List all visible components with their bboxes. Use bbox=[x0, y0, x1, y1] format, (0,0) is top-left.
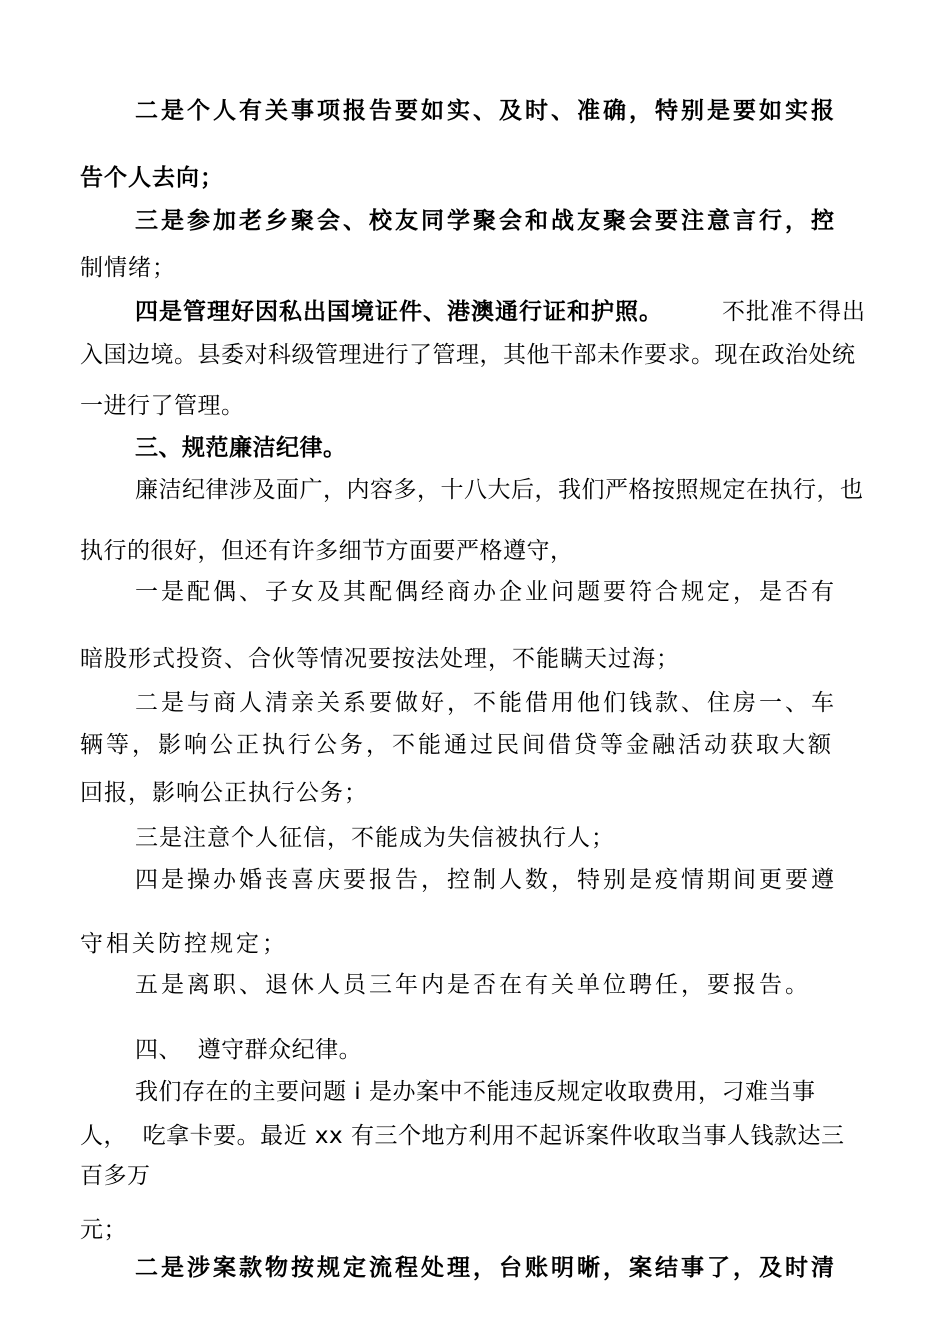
section-heading: 三、规范廉洁纪律。 bbox=[135, 435, 347, 461]
paragraph-line: 执行的很好，但还有许多细节方面要严格遵守， bbox=[80, 538, 574, 564]
paragraph-line: 二是与商人清亲关系要做好，不能借用他们钱款、住房一、车 bbox=[135, 690, 837, 716]
paragraph-line: 四是操办婚丧喜庆要报告，控制人数，特别是疫情期间更要遵 bbox=[135, 867, 837, 893]
paragraph-line: 入国边境。县委对科级管理进行了管理，其他干部未作要求。现在政治处统 bbox=[80, 342, 856, 368]
paragraph-line: 廉洁纪律涉及面广，内容多，十八大后，我们严格按照规定在执行，也 bbox=[135, 477, 864, 503]
paragraph-line: 三是参加老乡聚会、校友同学聚会和战友聚会要注意言行，控 bbox=[135, 207, 837, 234]
paragraph-line: 五是离职、退休人员三年内是否在有关单位聘任，要报告。 bbox=[135, 972, 811, 998]
paragraph-line: 元； bbox=[80, 1217, 127, 1243]
paragraph-line: 守相关防控规定； bbox=[80, 931, 288, 957]
paragraph-line: 一进行了管理。 bbox=[80, 393, 245, 419]
paragraph-line: 不批准不得出 bbox=[722, 299, 866, 325]
paragraph-line: 辆等，影响公正执行公务，不能通过民间借贷等金融活动获取大额 bbox=[80, 732, 834, 758]
paragraph-line: 二是个人有关事项报告要如实、及时、准确，特别是要如实报 bbox=[135, 97, 837, 124]
paragraph-line: 我们存在的主要问题 i 是办案中不能违反规定收取费用，刁难当事 bbox=[135, 1079, 816, 1105]
paragraph-line: 回报，影响公正执行公务； bbox=[80, 780, 368, 806]
paragraph-line: 三是注意个人征信，不能成为失信被执行人； bbox=[135, 825, 615, 851]
paragraph-line: 人， 吃拿卡要。最近 xx 有三个地方利用不起诉案件收取当事人钱款达三 bbox=[80, 1123, 845, 1149]
paragraph-line: 四是管理好因私出国境证件、港澳通行证和护照。 bbox=[135, 298, 663, 325]
paragraph-line: 暗股形式投资、合伙等情况要按法处理，不能瞒天过海； bbox=[80, 646, 680, 672]
section-heading: 四、 遵守群众纪律。 bbox=[135, 1037, 363, 1063]
paragraph-line: 二是涉案款物按规定流程处理，台账明晰，案结事了，及时清 bbox=[135, 1254, 837, 1281]
paragraph-line: 一是配偶、子女及其配偶经商办企业问题要符合规定，是否有 bbox=[135, 579, 837, 605]
paragraph-line: 制情绪； bbox=[80, 255, 176, 281]
paragraph-line: 百多万 bbox=[80, 1163, 151, 1189]
paragraph-line: 告个人去向； bbox=[80, 164, 224, 191]
